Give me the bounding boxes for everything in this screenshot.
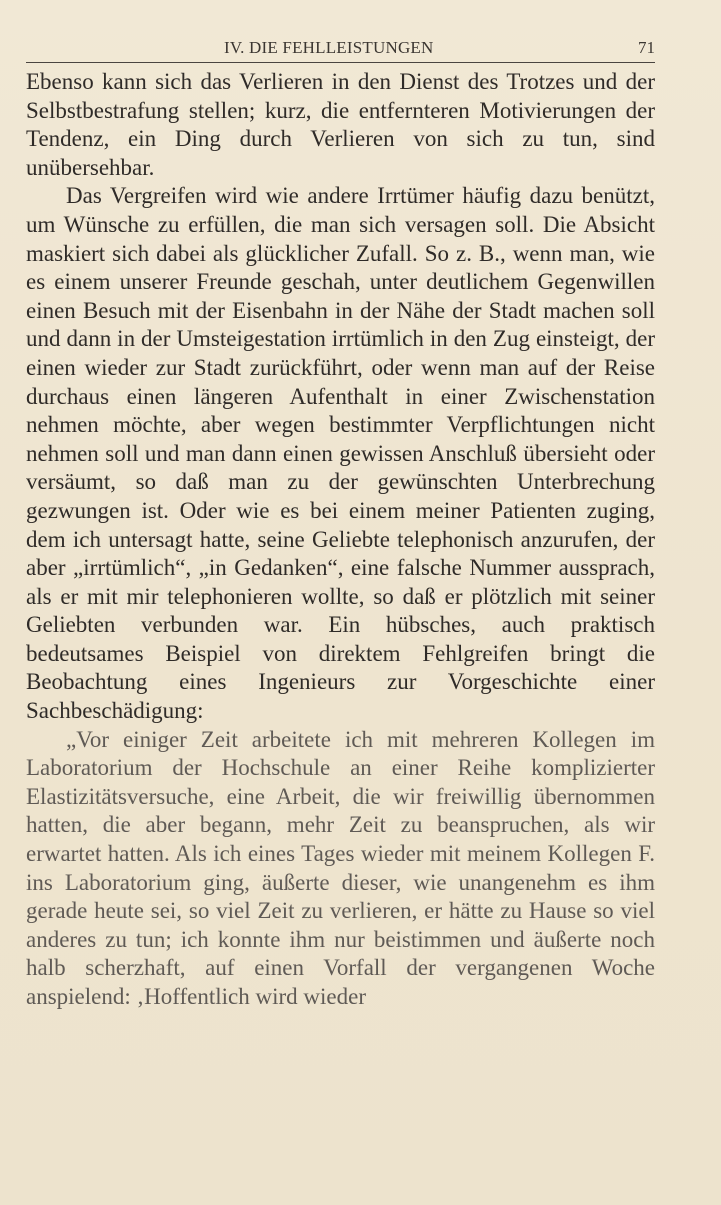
body-text	[26, 68, 655, 1012]
paragraph: Ebenso kann sich das Verlieren in den Dienst des Trotzes und der Selbstbestrafung stellen; kurz, die entfernteren Motivierungen der Tendenz, ein Ding durch Verlieren von sich zu tun, sind unübersehbar.	[26, 69, 655, 180]
paragraph: Das Vergreifen wird wie andere Irrtümer häufig dazu benützt, um Wünsche zu erfüllen, die man sich versagen soll. Die Absicht maskiert sich dabei als glücklicher Zufall. So z. B., wenn man, wie es einem unserer Freunde geschah, unter deutlichem Gegenwillen einen Besuch mit der Eisenbahn in der Nähe der Stadt machen soll und dann in der Umsteigestation irrtümlich in den Zug einsteigt, der einen wieder zur Stadt zurückführt, oder wenn man auf der Reise durchaus einen längeren Aufenthalt in einer Zwischenstation nehmen möchte, aber wegen bestimmter Verpflichtungen nicht nehmen soll und man dann einen gewissen Anschluß übersieht oder versäumt, so daß man zu der gewünschten Unterbrechung gezwungen ist. Oder wie es bei einem meiner Patienten zuging, dem ich untersagt hatte, seine Geliebte telephonisch anzurufen, der aber „irrtümlich“, „in Gedanken“, eine falsche Nummer aussprach, als er mit mir telephonieren wollte, so daß er plötzlich mit seiner Geliebten verbunden war. Ein hübsches, auch praktisch bedeutsames Beispiel von direktem Fehlgreifen bringt die Beobachtung eines Ingenieurs zur Vorgeschichte einer Sachbeschädigung:	[26, 183, 655, 724]
page-number: 71	[638, 38, 655, 57]
chapter-running-title: IV. DIE FEHLLEISTUNGEN	[224, 38, 434, 57]
header-rule	[26, 62, 655, 63]
running-head	[26, 36, 655, 64]
paragraph: „Vor einiger Zeit arbeitete ich mit mehreren Kollegen im Laboratorium der Hochschule an einer Reihe komplizierter Elastizitätsversuche, eine Arbeit, die wir freiwillig übernommen hatten, die aber begann, mehr Zeit zu beanspruchen, als wir erwartet hatten. Als ich eines Tages wieder mit meinem Kollegen F. ins Laboratorium ging, äußerte dieser, wie unangenehm es ihm gerade heute sei, so viel Zeit zu verlieren, er hätte zu Hause so viel anderes zu tun; ich konnte ihm nur beistimmen und äußerte noch halb scherzhaft, auf einen Vorfall der vergangenen Woche anspielend: ‚Hoffentlich wird wieder	[26, 726, 655, 1009]
